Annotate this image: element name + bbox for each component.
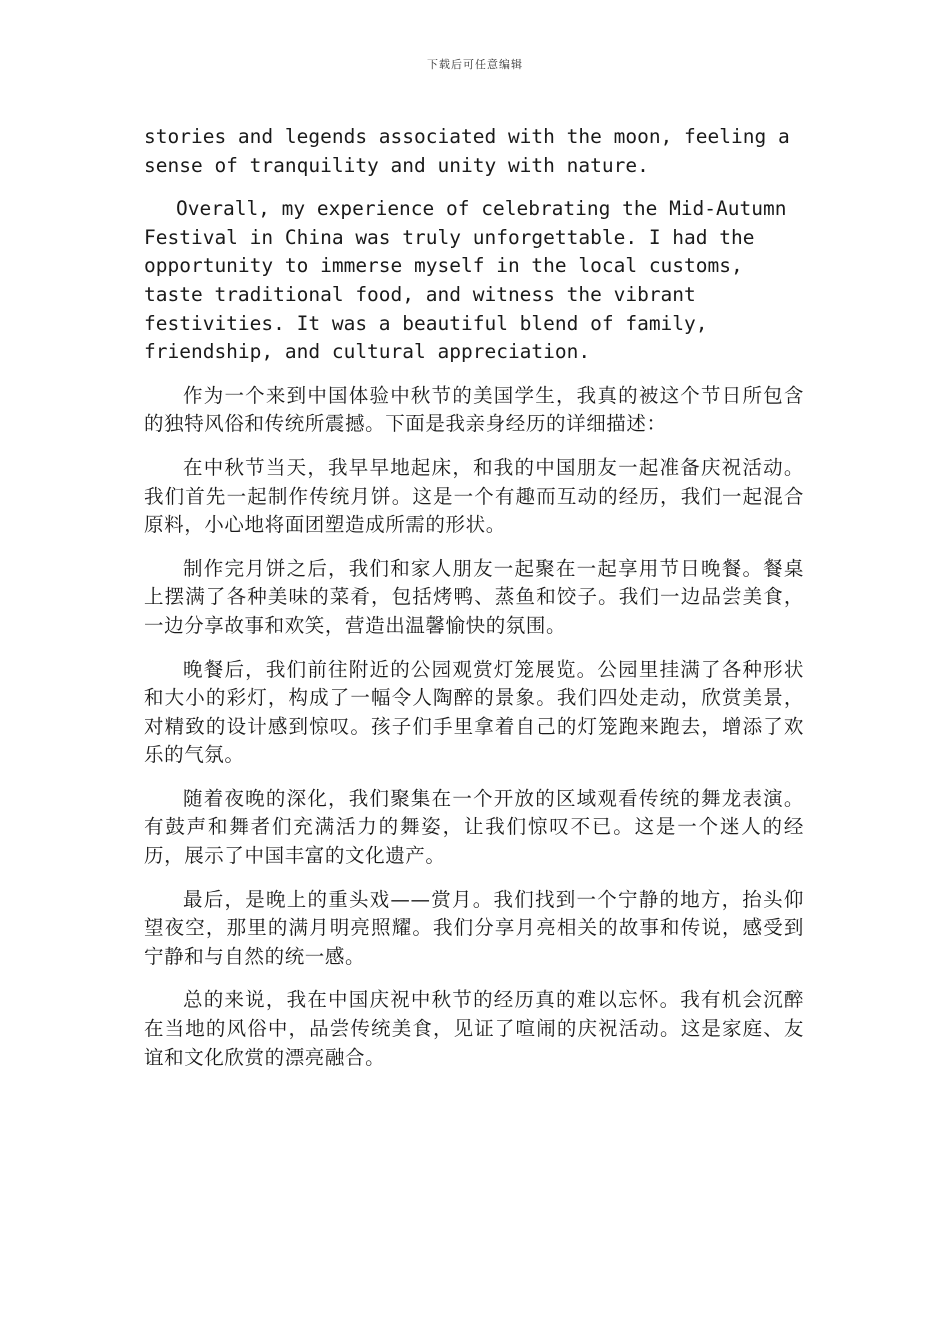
paragraph-en-1: stories and legends associated with the moon, feeling a sense of tranquility and unity with nature. xyxy=(144,125,790,177)
paragraph-zh-3: 制作完月饼之后，我们和家人朋友一起聚在一起享用节日晚餐。餐桌上摆满了各种美味的菜肴，包括烤鸭、蒸鱼和饺子。我们一边品尝美食，一边分享故事和欢笑，营造出温馨愉快的氛围。 xyxy=(144,556,804,637)
paragraph-zh-1: 作为一个来到中国体验中秋节的美国学生，我真的被这个节日所包含的独特风俗和传统所震撼。下面是我亲身经历的详细描述： xyxy=(144,383,804,436)
paragraph-zh-2: 在中秋节当天，我早早地起床，和我的中国朋友一起准备庆祝活动。我们首先一起制作传统月饼。这是一个有趣而互动的经历，我们一起混合原料，小心地将面团塑造成所需的形状。 xyxy=(144,455,804,537)
paragraph-zh-4: 晚餐后，我们前往附近的公园观赏灯笼展览。公园里挂满了各种形状和大小的彩灯，构成了一幅令人陶醉的景象。我们四处走动，欣赏美景，对精致的设计感到惊叹。孩子们手里拿着自己的灯笼跑来跑去，增添了欢乐的气氛。 xyxy=(144,657,804,767)
document-body xyxy=(144,123,804,1087)
page-header: 下载后可任意编辑 xyxy=(427,58,523,71)
paragraph-zh-5: 随着夜晚的深化，我们聚集在一个开放的区域观看传统的舞龙表演。有鼓声和舞者们充满活力的舞姿，让我们惊叹不已。这是一个迷人的经历，展示了中国丰富的文化遗产。 xyxy=(144,786,804,868)
paragraph-en-2: Overall, my experience of celebrating the Mid-Autumn Festival in China was truly unforgettable. I had the opportunity to immerse myself in the local customs, taste traditional food, and witness the vibrant festivities. It was a beautiful blend of family, friendship, and cultural appreciation. xyxy=(144,197,787,364)
paragraph-zh-7: 总的来说，我在中国庆祝中秋节的经历真的难以忘怀。我有机会沉醉在当地的风俗中，品尝传统美食，见证了喧闹的庆祝活动。这是家庭、友谊和文化欣赏的漂亮融合。 xyxy=(144,988,804,1069)
paragraph-zh-6: 最后，是晚上的重头戏——赏月。我们找到一个宁静的地方，抬头仰望夜空，那里的满月明亮照耀。我们分享月亮相关的故事和传说，感受到宁静和与自然的统一感。 xyxy=(144,887,804,968)
